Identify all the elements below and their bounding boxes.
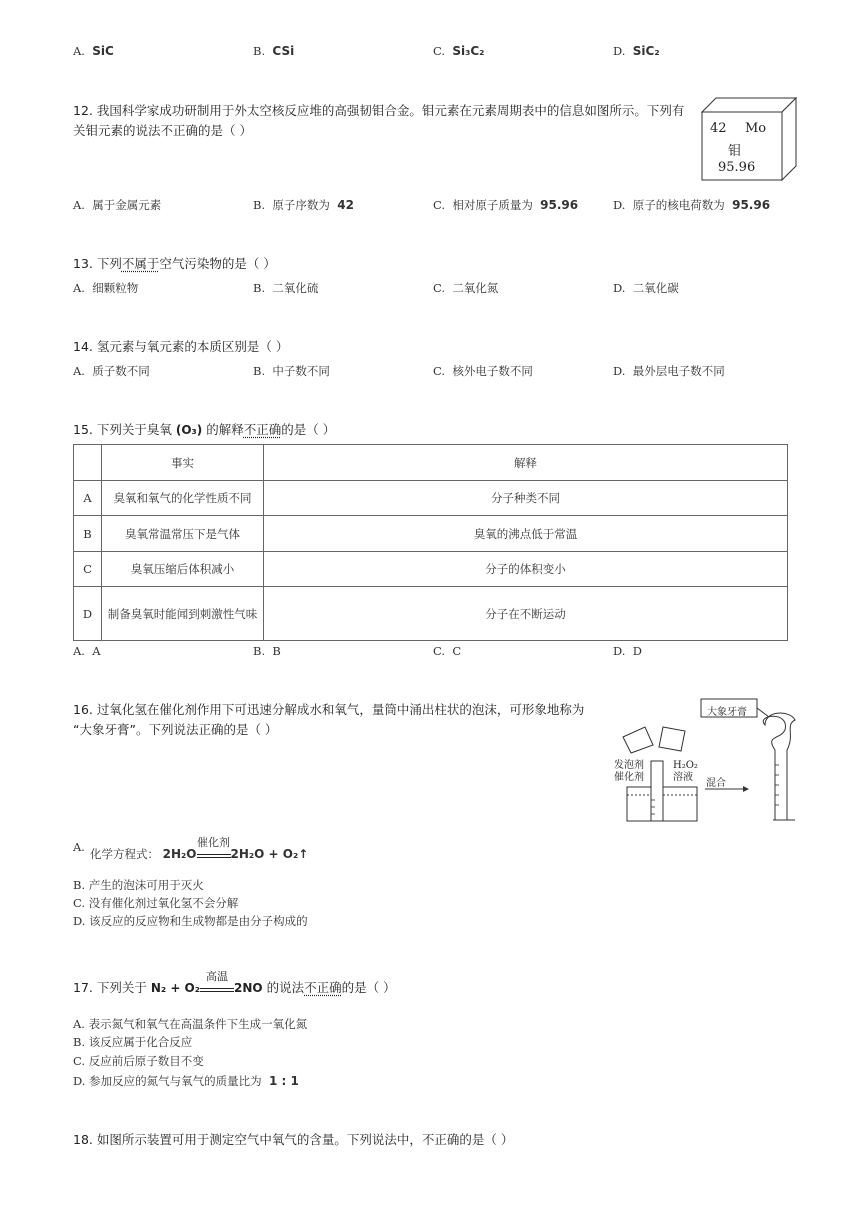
q12-stem-line2: 关钼元素的说法不正确的是（ ） [73,123,252,138]
q15-option-a: A. A [73,644,101,658]
q13-option-c: C. 二氧化氮 [433,281,499,295]
q14-stem: 14. 氢元素与氧元素的本质区别是（ ） [73,339,289,354]
table-cell: 制备臭氧时能闻到刺激性气味 [102,587,264,641]
table-cell: 分子在不断运动 [264,587,788,641]
q14-option-b: B. 中子数不同 [253,364,330,378]
q17-option-b: B. 该反应属于化合反应 [73,1035,193,1049]
q14-option-c: C. 核外电子数不同 [433,364,533,378]
table-header-row [74,445,788,481]
table-cell: 分子种类不同 [264,481,788,516]
q12-option-a: A. 属于金属元素 [73,198,162,212]
q12-option-d: D. 原子的核电荷数为 95.96 [613,198,771,212]
table-cell: D [74,587,102,641]
q17-stem: 17. 下列关于 N₂ + O₂ 高温 2NO 的说法不正确的是（ ） [73,970,396,995]
q12-option-c: C. 相对原子质量为 95.96 [433,198,579,212]
figure-label-top: 大象牙膏 [707,707,747,718]
q16-option-b: B. 产生的泡沫可用于灭火 [73,878,204,892]
table-row [74,552,788,587]
table-cell: C [74,552,102,587]
reaction-arrow: 催化剂 [197,848,231,858]
q17-option-a: A. 表示氮气和氧气在高温条件下生成一氧化氮 [73,1017,308,1031]
table-cell: B [74,516,102,552]
q12-stem-line1: 12. 我国科学家成功研制用于外太空核反应堆的高强韧钼合金。钼元素在元素周期表中的信息如图所示。下列有 [73,103,685,118]
element-mass: 95.96 [718,160,756,175]
table-header-cell: 事实 [102,445,264,481]
q14-option-a: A. 质子数不同 [73,364,150,378]
q16-stem-line1: 16. 过氧化氢在催化剂作用下可迅速分解成水和氧气，量筒中涌出柱状的泡沫，可形象地称为 [73,702,585,717]
q17-option-d: D. 参加反应的氮气与氧气的质量比为 1 : 1 [73,1074,299,1088]
table-row [74,587,788,641]
element-number: 42 [710,121,727,136]
q13-option-b: B. 二氧化硫 [253,281,319,295]
q16-option-a-letter: A. [73,840,85,854]
q16-option-a: 化学方程式： 2H₂O 催化剂 2H₂O + O₂↑ [90,836,309,861]
element-symbol: Mo [745,121,767,136]
q17-option-c: C. 反应前后原子数目不变 [73,1054,204,1068]
q13-option-d: D. 二氧化碳 [613,281,679,295]
q18-stem: 18. 如图所示装置可用于测定空气中氧气的含量。下列说法中，不正确的是（ ） [73,1132,514,1147]
table-row [74,516,788,552]
q14-option-d: D. 最外层电子数不同 [613,364,725,378]
table-header-cell: 解释 [264,445,788,481]
table-header-cell [74,445,102,481]
q16-option-c: C. 没有催化剂过氧化氢不会分解 [73,896,239,910]
q15-option-d: D. D [613,644,643,658]
table-row [74,481,788,516]
table-cell: 分子的体积变小 [264,552,788,587]
reaction-arrow: 高温 [200,982,234,992]
q15-option-b: B. B [253,644,281,658]
q13-stem: 13. 下列不属于空气污染物的是（ ） [73,256,276,271]
q11-option-a: A. SiC [73,44,114,58]
q16-stem-line2: “大象牙膏”。下列说法正确的是（ ） [73,722,278,737]
table-cell: 臭氧常温常压下是气体 [102,516,264,552]
q12-option-b: B. 原子序数为 42 [253,198,354,212]
q15-option-c: C. C [433,644,462,658]
q15-stem: 15. 下列关于臭氧 (O₃) 的解释不正确的是（ ） [73,422,336,437]
table-cell: 臭氧的沸点低于常温 [264,516,788,552]
q13-option-a: A. 细颗粒物 [73,281,139,295]
q16-option-d: D. 该反应的反应物和生成物都是由分子构成的 [73,914,308,928]
q11-option-d: D. SiC₂ [613,44,660,58]
table-cell: 臭氧压缩后体积减小 [102,552,264,587]
q15-table [73,444,788,641]
q11-option-c: C. Si₃C₂ [433,44,485,58]
table-cell: A [74,481,102,516]
figure-label-mix: 混合 [706,778,726,789]
table-cell: 臭氧和氧气的化学性质不同 [102,481,264,516]
figure-label-left: 发泡剂 催化剂 [614,760,644,783]
q11-option-b: B. CSi [253,44,295,58]
element-name: 钼 [728,144,742,159]
figure-label-right: H₂O₂ 溶液 [673,760,698,783]
